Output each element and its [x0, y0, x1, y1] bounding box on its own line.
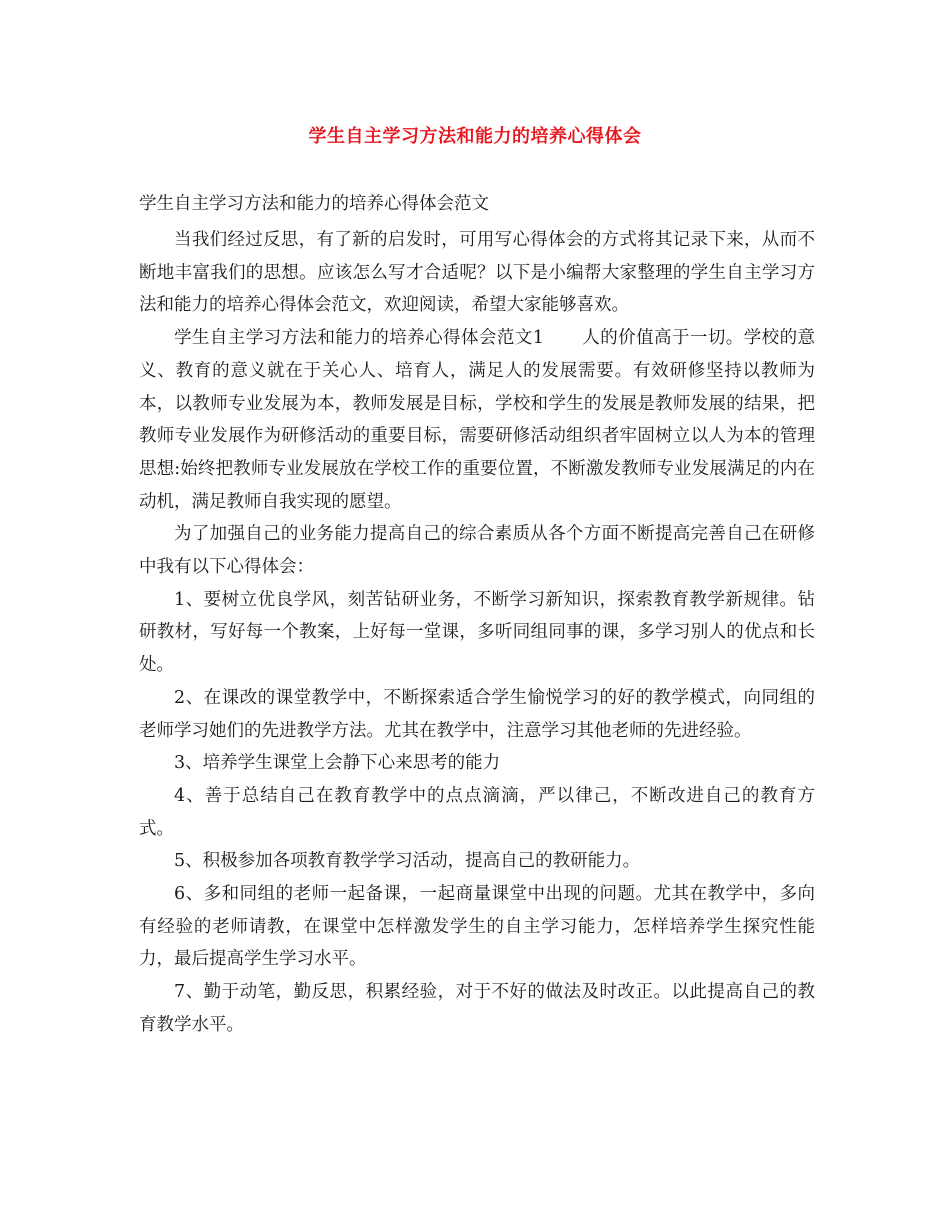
- document-subtitle: 学生自主学习方法和能力的培养心得体会范文: [139, 194, 489, 214]
- essay-opening-paragraph: [139, 322, 815, 518]
- essay-opening-text: 人的价值高于一切。学校的意义、教育的意义就在于关心人、培育人，满足人的发展需要。有效研修坚持以教师为本，以教师专业发展为本，教师发展是目标，学校和学生的发展是教师发展的结果，把教师专业发展作为研修活动的重要目标，需要研修活动组织者牢固树立以人为本的管理思想:始终把教师专业发展放在学校工作的重要位置，不断激发教师专业发展满足的内在动机，满足教师自我实现的愿望。: [139, 328, 815, 512]
- paragraph: 为了加强自己的业务能力提高自己的综合素质从各个方面不断提高完善自己在研修中我有以下心得体会：: [139, 524, 815, 578]
- list-item: 1、要树立优良学风，刻苦钻研业务，不断学习新知识，探索教育教学新规律。钻研教材，写好每一个教案，上好每一堂课，多听同组同事的课，多学习别人的优点和长处。: [139, 589, 815, 676]
- list-item: 2、在课改的课堂教学中，不断探索适合学生愉悦学习的好的教学模式，向同组的老师学习她们的先进教学方法。尤其在教学中，注意学习其他老师的先进经验。: [139, 687, 815, 741]
- list-item: 4、善于总结自己在教育教学中的点点滴滴，严以律己，不断改进自己的教育方式。: [139, 785, 815, 839]
- document-body: [139, 224, 815, 1042]
- list-item: 3、培养学生课堂上会静下心来思考的能力: [174, 753, 501, 774]
- essay-heading: 学生自主学习方法和能力的培养心得体会范文1: [174, 328, 544, 349]
- list-item: 5、积极参加各项教育教学学习活动，提高自己的教研能力。: [174, 851, 641, 872]
- list-item: 7、勤于动笔，勤反思，积累经验，对于不好的做法及时改正。以此提高自己的教育教学水平。: [139, 982, 815, 1035]
- intro-paragraph: 当我们经过反思，有了新的启发时，可用写心得体会的方式将其记录下来，从而不断地丰富我们的思想。应该怎么写才合适呢？以下是小编帮大家整理的学生自主学习方法和能力的培养心得体会范文，欢迎阅读，希望大家能够喜欢。: [139, 230, 815, 316]
- list-item: 6、多和同组的老师一起备课，一起商量课堂中出现的问题。尤其在教学中，多向有经验的老师请教，在课堂中怎样激发学生的自主学习能力，怎样培养学生探究性能力，最后提高学生学习水平。: [139, 884, 815, 970]
- document-title: 学生自主学习方法和能力的培养心得体会: [308, 126, 642, 147]
